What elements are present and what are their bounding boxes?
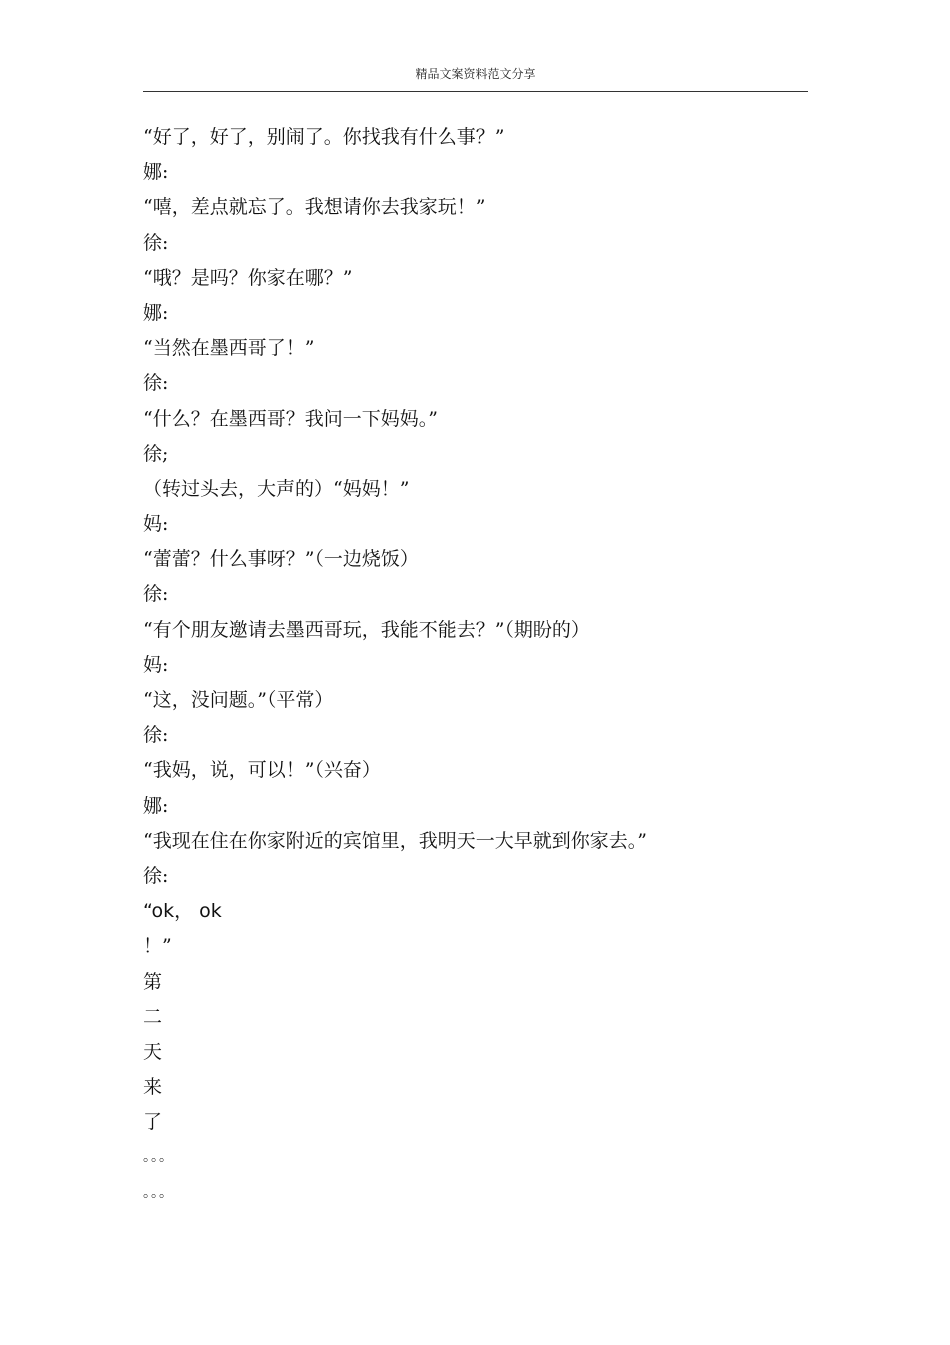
dialogue-line: “这，没问题。”（平常） xyxy=(143,689,334,711)
speaker-label: 徐: xyxy=(143,864,169,887)
dialogue-line: “嘻，差点就忘了。我想请你去我家玩！” xyxy=(143,196,486,219)
dialogue-line: “有个朋友邀请去墨西哥玩，我能不能去？”（期盼的） xyxy=(143,618,590,641)
dialogue-line: “当然在墨西哥了！” xyxy=(143,337,315,360)
speaker-label: 娜: xyxy=(143,794,169,817)
dialogue-line: “我妈，说，可以！”（兴奋） xyxy=(143,759,381,782)
narration-char: 天 xyxy=(143,1040,163,1063)
header-title: 精品文案资料范文分享 xyxy=(415,67,536,81)
speaker-label: 徐: xyxy=(143,724,169,747)
narration-char: 第 xyxy=(143,970,163,993)
dialogue-line: “我现在住在你家附近的宾馆里，我明天一大早就到你家去。” xyxy=(143,829,647,852)
stage-direction-line: （转过头去，大声的）“妈妈！” xyxy=(143,477,410,500)
ellipsis-line: 。。。 xyxy=(143,1149,174,1166)
speaker-label: 妈: xyxy=(143,513,169,536)
dialogue-line: “ok， ok xyxy=(143,900,222,923)
narration-char: 来 xyxy=(143,1076,163,1099)
narration-char: 了 xyxy=(143,1111,163,1134)
dialogue-line: “什么？在墨西哥？我问一下妈妈。” xyxy=(143,407,438,430)
page-header xyxy=(143,64,808,92)
dialogue-line: “好了，好了，别闹了。你找我有什么事？” xyxy=(143,126,505,148)
dialogue-line: “蕾蕾？什么事呀？”（一边烧饭） xyxy=(143,548,419,571)
speaker-label: 娜: xyxy=(143,161,169,184)
narration-char: 二 xyxy=(143,1005,163,1028)
document-body xyxy=(143,120,823,1211)
speaker-label: 妈: xyxy=(143,653,169,676)
speaker-label: 娜: xyxy=(143,301,169,324)
speaker-label: 徐: xyxy=(143,583,169,606)
speaker-label: 徐: xyxy=(143,231,169,254)
dialogue-line: ！” xyxy=(143,935,172,958)
speaker-label: 徐; xyxy=(143,442,169,465)
ellipsis-line: 。。。 xyxy=(143,1184,174,1201)
dialogue-line: “哦？是吗？你家在哪？” xyxy=(143,266,353,289)
speaker-label: 徐: xyxy=(143,372,169,395)
